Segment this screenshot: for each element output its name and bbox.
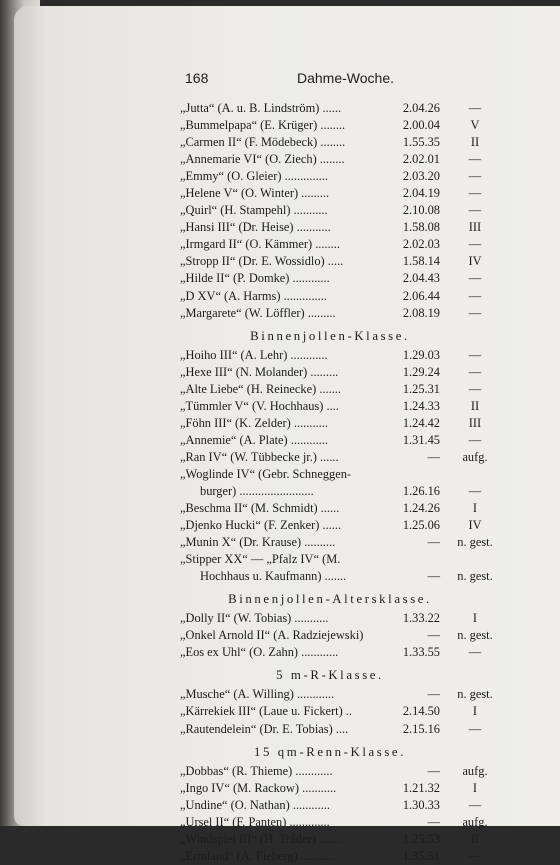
result-row	[180, 305, 500, 322]
result-row	[180, 432, 500, 449]
boat-entry-name: „Munin X“ (Dr. Krause) ..........	[180, 535, 336, 550]
result-row	[180, 568, 500, 585]
finish-time: 2.03.20	[402, 169, 440, 184]
result-row	[180, 134, 500, 151]
result-row	[180, 151, 500, 168]
placing: aufg.	[462, 814, 488, 829]
class-heading: 15 qm-Renn-Klasse.	[254, 744, 406, 759]
result-row	[180, 686, 500, 703]
result-row	[180, 381, 500, 398]
class-section	[180, 585, 500, 661]
page-number: 168	[185, 70, 209, 86]
finish-time: 1.25.53	[402, 831, 440, 846]
placing: —	[468, 305, 482, 320]
boat-entry-name: „Carmen II“ (F. Mödebeck) ........	[180, 135, 346, 150]
placing: aufg.	[462, 449, 488, 464]
result-row	[180, 270, 500, 287]
result-row	[180, 398, 500, 415]
result-row	[180, 219, 500, 236]
boat-entry-name: „Djenko Hucki“ (F. Zenker) ......	[180, 518, 342, 533]
placing: n. gest.	[457, 687, 493, 702]
finish-time: 1.33.55	[402, 645, 440, 660]
boat-entry-name: „Helene V“ (O. Winter) .........	[180, 186, 330, 201]
class-heading: Binnenjollen-Altersklasse.	[228, 592, 432, 607]
placing: —	[468, 848, 482, 863]
result-row	[180, 551, 500, 568]
finish-time: 1.58.14	[402, 254, 440, 269]
result-row	[180, 797, 500, 814]
placing: aufg.	[462, 763, 488, 778]
finish-time: 1.33.22	[402, 611, 440, 626]
placing: —	[468, 271, 482, 286]
finish-time: 1.29.03	[402, 347, 440, 362]
class-section	[180, 738, 500, 865]
placing: n. gest.	[457, 535, 493, 550]
result-row	[180, 202, 500, 219]
boat-entry-name: „Woglinde IV“ (Gebr. Schneggen-	[180, 466, 352, 481]
finish-time: 1.31.45	[402, 432, 440, 447]
page-header	[185, 70, 445, 92]
boat-entry-name: „Tümmler V“ (V. Hochhaus) ....	[180, 398, 339, 413]
result-row	[180, 703, 500, 720]
placing: —	[468, 645, 482, 660]
placing: I	[472, 501, 478, 516]
finish-time: 1.24.26	[402, 501, 440, 516]
result-row	[180, 117, 500, 134]
boat-entry-name: „Hoiho III“ (A. Lehr) ............	[180, 347, 328, 362]
boat-entry-name: „Emmy“ (O. Gleier) ..............	[180, 169, 328, 184]
boat-entry-name: „Alte Liebe“ (H. Reinecke) .......	[180, 381, 342, 396]
result-row	[180, 466, 500, 483]
finish-time: 1.30.33	[402, 797, 440, 812]
placing: I	[472, 704, 478, 719]
boat-entry-name: „Föhn III“ (K. Zelder) ...........	[180, 415, 328, 430]
boat-entry-name: „Musche“ (A. Willing) ............	[180, 687, 335, 702]
finish-time: 2.04.19	[402, 186, 440, 201]
class-heading: 5 m-R-Klasse.	[276, 668, 384, 683]
boat-entry-name: „Ran IV“ (W. Tübbecke jr.) ......	[180, 449, 339, 464]
placing: —	[468, 347, 482, 362]
placing: —	[468, 152, 482, 167]
placing: —	[468, 186, 482, 201]
finish-time: 1.25.31	[402, 381, 440, 396]
results-list	[180, 100, 500, 865]
result-row	[180, 610, 500, 627]
result-row	[180, 763, 500, 780]
boat-entry-name: „Hexe III“ (N. Molander) .........	[180, 364, 339, 379]
boat-entry-name: „Ursel II“ (F. Panten) .............	[180, 814, 330, 829]
placing: —	[468, 364, 482, 379]
placing: —	[468, 237, 482, 252]
placing: III	[468, 415, 482, 430]
finish-time: 1.21.32	[402, 780, 440, 795]
boat-entry-name: „Dobbas“ (R. Thieme) ............	[180, 763, 333, 778]
finish-time: —	[427, 687, 440, 702]
placing: —	[468, 721, 482, 736]
result-row	[180, 534, 500, 551]
result-row	[180, 848, 500, 865]
result-row	[180, 347, 500, 364]
finish-time: 2.02.03	[402, 237, 440, 252]
boat-entry-name: „Stropp II“ (Dr. E. Wossidlo) .....	[180, 254, 344, 269]
finish-time: 1.35.51	[402, 848, 440, 863]
finish-time: —	[427, 569, 440, 584]
placing: II	[470, 398, 480, 413]
placing: II	[470, 135, 480, 150]
boat-entry-name: „Quirl“ (H. Stampehl) ...........	[180, 203, 328, 218]
running-title: Dahme-Woche.	[297, 70, 395, 86]
boat-entry-name: „D XV“ (A. Harms) ..............	[180, 288, 327, 303]
finish-time: 2.00.04	[402, 118, 440, 133]
result-row	[180, 288, 500, 305]
placing: II	[470, 831, 480, 846]
boat-entry-name: burger) ........................	[200, 483, 314, 498]
finish-time: —	[427, 449, 440, 464]
boat-entry-name: „Eos ex Uhl“ (O. Zahn) ............	[180, 645, 339, 660]
placing: —	[468, 797, 482, 812]
placing: —	[468, 483, 482, 498]
placing: IV	[468, 518, 482, 533]
boat-entry-name: „Annemarie VI“ (O. Ziech) ........	[180, 152, 345, 167]
result-row	[180, 517, 500, 534]
result-row	[180, 185, 500, 202]
result-row	[180, 100, 500, 117]
placing: —	[468, 288, 482, 303]
finish-time: 2.08.19	[402, 305, 440, 320]
finish-time: —	[427, 535, 440, 550]
boat-entry-name: „Undine“ (O. Nathan) ............	[180, 797, 331, 812]
boat-entry-name: „Kärrekiek III“ (Laue u. Fickert) ..	[180, 704, 352, 719]
class-heading: Binnenjollen-Klasse.	[250, 328, 410, 343]
result-row	[180, 500, 500, 517]
result-row	[180, 644, 500, 661]
result-row	[180, 364, 500, 381]
finish-time: —	[427, 814, 440, 829]
result-row	[180, 831, 500, 848]
result-row	[180, 483, 500, 500]
finish-time: 1.24.33	[402, 398, 440, 413]
finish-time: 1.29.24	[402, 364, 440, 379]
placing: n. gest.	[457, 628, 493, 643]
finish-time: 2.15.16	[402, 721, 440, 736]
boat-entry-name: „Bummelpapa“ (E. Krüger) ........	[180, 118, 346, 133]
boat-entry-name: Hochhaus u. Kaufmann) .......	[200, 569, 347, 584]
finish-time: 2.04.43	[402, 271, 440, 286]
result-row	[180, 236, 500, 253]
placing: —	[468, 381, 482, 396]
boat-entry-name: „Ingo IV“ (M. Rackow) ...........	[180, 780, 337, 795]
placing: I	[472, 611, 478, 626]
finish-time: 2.04.26	[402, 101, 440, 115]
placing: I	[472, 780, 478, 795]
boat-entry-name: „Hansi III“ (Dr. Heise) ...........	[180, 220, 331, 235]
boat-entry-name: „Beschma II“ (M. Schmidt) ......	[180, 501, 340, 516]
boat-entry-name: „Ermland“ (A. Fieberg) ...........	[180, 848, 335, 863]
boat-entry-name: „Windspiel III“ (H. Träder) .......	[180, 831, 341, 846]
finish-time: 2.06.44	[402, 288, 440, 303]
result-row	[180, 780, 500, 797]
placing: IV	[468, 254, 482, 269]
finish-time: 1.58.08	[402, 220, 440, 235]
placing: V	[470, 118, 480, 133]
finish-time: 2.02.01	[402, 152, 440, 167]
class-section	[180, 100, 500, 322]
result-row	[180, 814, 500, 831]
finish-time: 2.10.08	[402, 203, 440, 218]
result-row	[180, 721, 500, 738]
finish-time: —	[427, 763, 440, 778]
boat-entry-name: „Irmgard II“ (O. Kämmer) ........	[180, 237, 340, 252]
finish-time: 1.26.16	[402, 483, 440, 498]
placing: III	[468, 220, 482, 235]
result-row	[180, 168, 500, 185]
placing: —	[468, 169, 482, 184]
boat-entry-name: „Margarete“ (W. Löffler) .........	[180, 305, 336, 320]
finish-time: 1.25.06	[402, 518, 440, 533]
boat-entry-name: „Onkel Arnold II“ (A. Radziejewski)	[180, 628, 364, 643]
boat-entry-name: „Annemie“ (A. Plate) ............	[180, 432, 328, 447]
placing: —	[468, 203, 482, 218]
boat-entry-name: „Jutta“ (A. u. B. Lindström) ......	[180, 101, 342, 115]
finish-time: 1.24.42	[402, 415, 440, 430]
result-row	[180, 627, 500, 644]
placing: n. gest.	[457, 569, 493, 584]
placing: —	[468, 101, 482, 115]
boat-entry-name: „Hilde II“ (P. Domke) ............	[180, 271, 330, 286]
placing: —	[468, 432, 482, 447]
class-section	[180, 661, 500, 737]
boat-entry-name: „Stipper XX“ — „Pfalz IV“ (M.	[180, 552, 341, 567]
finish-time: 1.55.35	[402, 135, 440, 150]
result-row	[180, 253, 500, 270]
finish-time: 2.14.50	[402, 704, 440, 719]
boat-entry-name: „Dolly II“ (W. Tobias) ...........	[180, 611, 329, 626]
result-row	[180, 415, 500, 432]
class-section	[180, 322, 500, 586]
result-row	[180, 449, 500, 466]
boat-entry-name: „Rautendelein“ (Dr. E. Tobias) ....	[180, 721, 349, 736]
finish-time: —	[427, 628, 440, 643]
